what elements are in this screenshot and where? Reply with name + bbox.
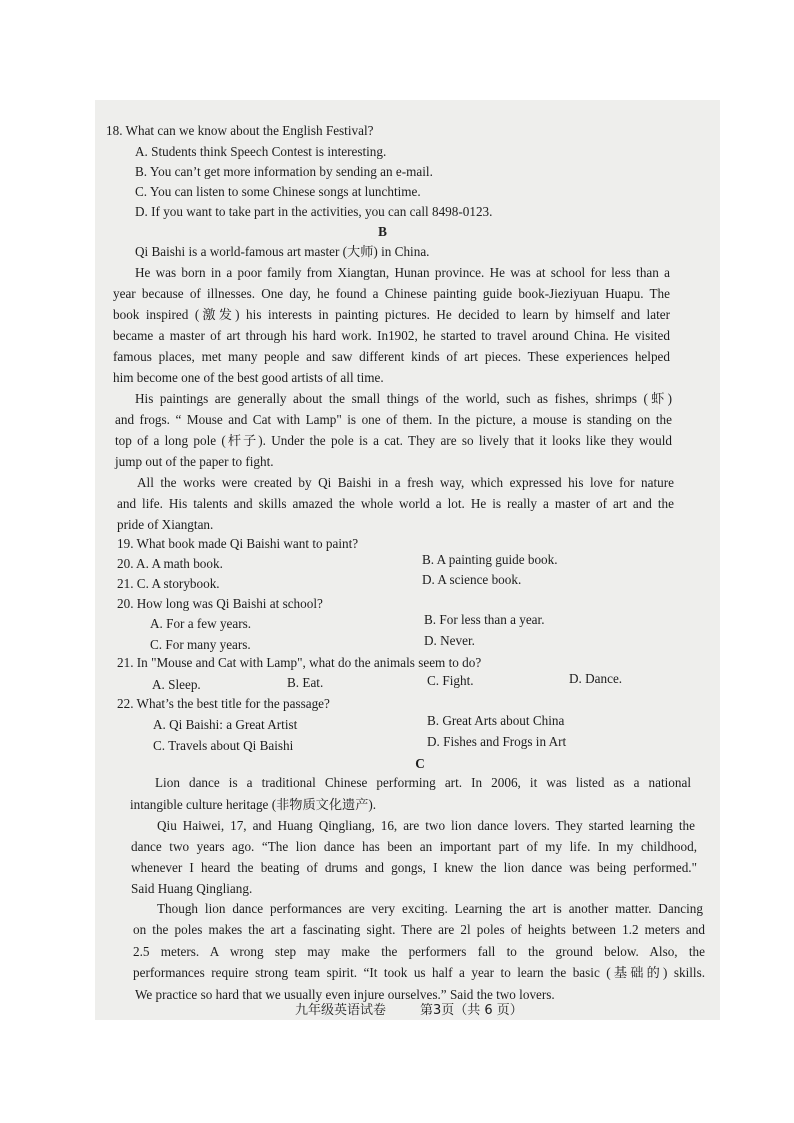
section-c-line: Though lion dance performances are very exciting. Learning the art is another matter. Dancing [157,901,703,916]
q21-option-b: B. Eat. [287,675,324,690]
section-c-line: We practice so hard that we usually even injure ourselves.” Said the two lovers. [135,987,555,1002]
section-c-line: whenever I heard the beating of drums and gongs, I knew the lion dance was being performed." [131,860,697,875]
section-c-heading: C [415,756,425,771]
q18-option-c: C. You can listen to some Chinese songs at lunchtime. [135,184,421,199]
section-c-line: Qiu Haiwei, 17, and Huang Qingliang, 16, are two lion dance lovers. They started learning the [157,818,695,833]
q18-option-d: D. If you want to take part in the activities, you can call 8498-0123. [135,204,493,219]
footer-page-number: 第3页（共 6 页） [420,1003,523,1018]
q22-option-b: B. Great Arts about China [427,713,565,728]
section-b-line: All the works were created by Qi Baishi in a fresh way, which expressed his love for nature [137,475,674,490]
section-b-line: pride of Xiangtan. [117,517,214,532]
q22-option-a: A. Qi Baishi: a Great Artist [153,717,298,732]
section-b-line: Qi Baishi is a world-famous art master (大师) in China. [135,244,430,259]
section-b-line: jump out of the paper to fight. [115,454,274,469]
section-b-line: year because of illnesses. One day, he found a Chinese painting guide book-Jieziyuan Huapu. The [113,286,670,301]
section-b-line: He was born in a poor family from Xiangtan, Hunan province. He was at school for less than a [135,265,670,280]
section-c-line: on the poles makes the art a fascinating sight. There are 2l poles of heights between 1.2 meters and [133,922,705,937]
q19-option-a: 20. A. A math book. [117,556,223,571]
section-c-line: Said Huang Qingliang. [131,881,253,896]
section-b-line: him become one of the best good artists of all time. [113,370,384,385]
q18-option-a: A. Students think Speech Contest is interesting. [135,144,387,159]
section-b-line: top of a long pole (杆子). Under the pole is a cat. They are so lively that it looks like they would [115,433,672,448]
q20-option-c: C. For many years. [150,637,251,652]
q18-stem: 18. What can we know about the English Festival? [106,123,374,138]
section-b-line: and life. His talents and skills amazed the whole world a lot. He is really a master of art and the [117,496,674,511]
q21-stem: 21. In "Mouse and Cat with Lamp", what do the animals seem to do? [117,655,482,670]
section-c-line: intangible culture heritage (非物质文化遗产). [130,797,377,812]
q21-option-a: A. Sleep. [152,677,201,692]
section-b-line: His paintings are generally about the small things of the world, such as fishes, shrimps (虾) [135,391,672,406]
section-b-line: book inspired (激发) his interests in painting pictures. He decided to learn by himself and later [113,307,670,322]
q20-option-b: B. For less than a year. [424,612,545,627]
q22-option-d: D. Fishes and Frogs in Art [427,734,567,749]
q20-option-a: A. For a few years. [150,616,252,631]
q19-option-c: 21. C. A storybook. [117,576,220,591]
section-c-line: dance two years ago. “The lion dance has been an important part of my life. In my childhood, [131,839,697,854]
q20-option-d: D. Never. [424,633,475,648]
section-c-line: performances require strong team spirit. “It took us half a year to learn the basic (基础的) skills. [133,965,705,980]
section-b-line: became a master of art through his hard work. In1902, he started to travel around China. He visited [113,328,670,343]
q21-option-c: C. Fight. [427,673,474,688]
exam-page [95,100,720,1020]
q19-option-d: D. A science book. [422,572,522,587]
q21-option-d: D. Dance. [569,671,623,686]
q19-option-b: B. A painting guide book. [422,552,558,567]
q18-option-b: B. You can’t get more information by sending an e-mail. [135,164,433,179]
section-b-line: and frogs. “ Mouse and Cat with Lamp" is one of them. In the picture, a mouse is standing on the [115,412,672,427]
q22-option-c: C. Travels about Qi Baishi [153,738,294,753]
q20-stem: 20. How long was Qi Baishi at school? [117,596,323,611]
q22-stem: 22. What’s the best title for the passage? [117,696,330,711]
section-b-heading: B [378,224,387,239]
q19-stem: 19. What book made Qi Baishi want to paint? [117,536,359,551]
section-b-line: famous places, met many people and saw different kinds of art pieces. These experiences helped [113,349,670,364]
section-c-line: 2.5 meters. A wrong step may make the performers fall to the ground below. Also, the [133,944,705,959]
footer-exam-title: 九年级英语试卷 [295,1003,387,1018]
section-c-line: Lion dance is a traditional Chinese performing art. In 2006, it was listed as a national [155,775,691,790]
